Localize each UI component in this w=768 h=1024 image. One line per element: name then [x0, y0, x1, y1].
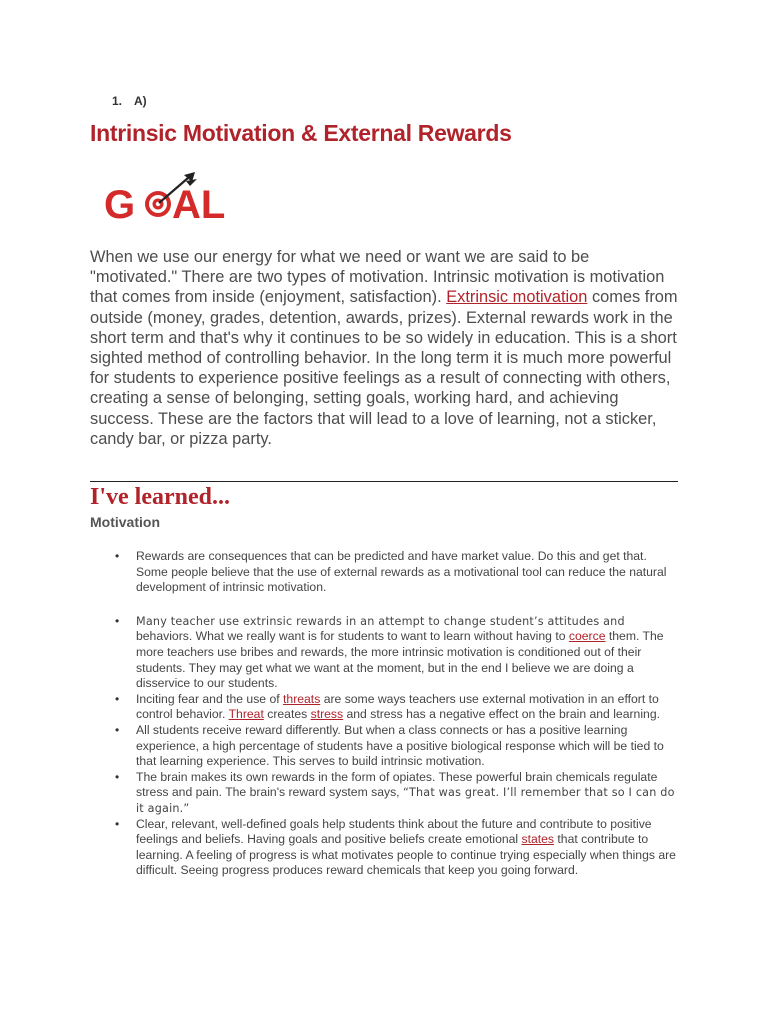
logo-letter-g: G — [104, 183, 136, 224]
list-item — [115, 817, 680, 879]
states-link[interactable]: states — [521, 832, 555, 847]
threats-link[interactable]: threats — [283, 691, 321, 706]
motivation-subheading: Motivation — [90, 514, 160, 530]
page-title: Intrinsic Motivation & External Rewards — [90, 120, 512, 146]
learned-list — [115, 549, 680, 879]
bullet-icon: • — [115, 549, 120, 563]
bullet-icon: • — [115, 691, 120, 706]
intro-paragraph — [90, 247, 678, 449]
stress-link[interactable]: stress — [310, 707, 344, 722]
list-item — [115, 770, 680, 817]
intro-text-2: comes from outside (money, grades, detention, awards, prizes). External rewards work in the short term and that's why it continues to be so widely in education. This is a short sighted method of controlling behavior. In the long term it is much more powerful for students to experience positive feelings as a result of connecting with others, creating a sense of belonging, setting goals, working hard, and achieving success. These are the factors that will lead to a love of learning, not a sticker, candy bar, or pizza party. — [90, 288, 678, 448]
intro-text-1: When we use our energy for what we need or want we are said to be "motivated." There are two types of motivation. Intrinsic motivation is motivation that comes from inside (enjoyment, satisfaction). — [90, 248, 665, 307]
list-item-text: Clear, relevant, well-defined goals help students think about the future and contribute to positive feelings and beliefs. Having goals and positive beliefs create emotional — [136, 816, 652, 847]
extrinsic-motivation-link[interactable]: Extrinsic motivation — [446, 288, 588, 307]
list-item-text: Many teacher use extrinsic rewards in an attempt to change student’s attitudes and — [136, 614, 625, 628]
learned-heading: I've learned... — [90, 484, 230, 510]
list-item-text: All students receive reward differently. But when a class connects or has a positive learning experience, a high percentage of students have a positive biological response which will be tied to that learning experience. This serves to build intrinsic motivation. — [136, 722, 664, 769]
list-item-text: are some ways teachers use external motivation in an effort to control behavior. — [136, 691, 659, 722]
bullet-icon: • — [115, 722, 120, 737]
list-item-text: Inciting fear and the use of — [136, 691, 280, 706]
divider — [90, 481, 678, 482]
list-item — [115, 614, 680, 692]
list-item-text: behaviors. What we really want is for students to want to learn without having to — [136, 629, 566, 644]
list-letter: A) — [134, 94, 147, 108]
list-item-text: and stress has a negative effect on the brain and learning. — [346, 707, 660, 722]
list-item — [115, 723, 680, 770]
bullet-icon: • — [115, 613, 120, 628]
list-item-text: Rewards are consequences that can be predicted and have market value. Do this and get that. Some people believe that the use of external rewards as a motivational tool can reduce the natural development of intrinsic motivation. — [136, 549, 667, 595]
bullet-icon: • — [115, 816, 120, 831]
list-item — [115, 692, 680, 723]
list-item — [115, 549, 680, 596]
goal-logo — [100, 170, 240, 224]
threat-link[interactable]: Threat — [228, 707, 264, 722]
list-item-quote: “That was great. I’ll remember that so I can do it again.” — [136, 786, 675, 815]
list-item-text: them. The more teachers use bribes and rewards, the more intrinsic motivation is conditioned out of their students. They may get what we want at the moment, but in the end I believe we are doing a disservice to our students. — [136, 629, 664, 691]
coerce-link[interactable]: coerce — [568, 629, 606, 644]
bullet-icon: • — [115, 769, 120, 784]
list-item-text: that contribute to learning. A feeling of progress is what motivates people to continue trying especially when things are difficult. Seeing progress produces reward chemicals that keep you going forward. — [136, 832, 676, 878]
list-number: 1. — [112, 94, 123, 108]
list-item-text: The brain makes its own rewards in the form of opiates. These powerful brain chemicals regulate stress and pain. The brain's reward system says, — [136, 769, 658, 800]
list-item-text: creates — [267, 707, 308, 722]
list-marker — [112, 94, 147, 108]
logo-letters-al: AL — [172, 183, 226, 224]
